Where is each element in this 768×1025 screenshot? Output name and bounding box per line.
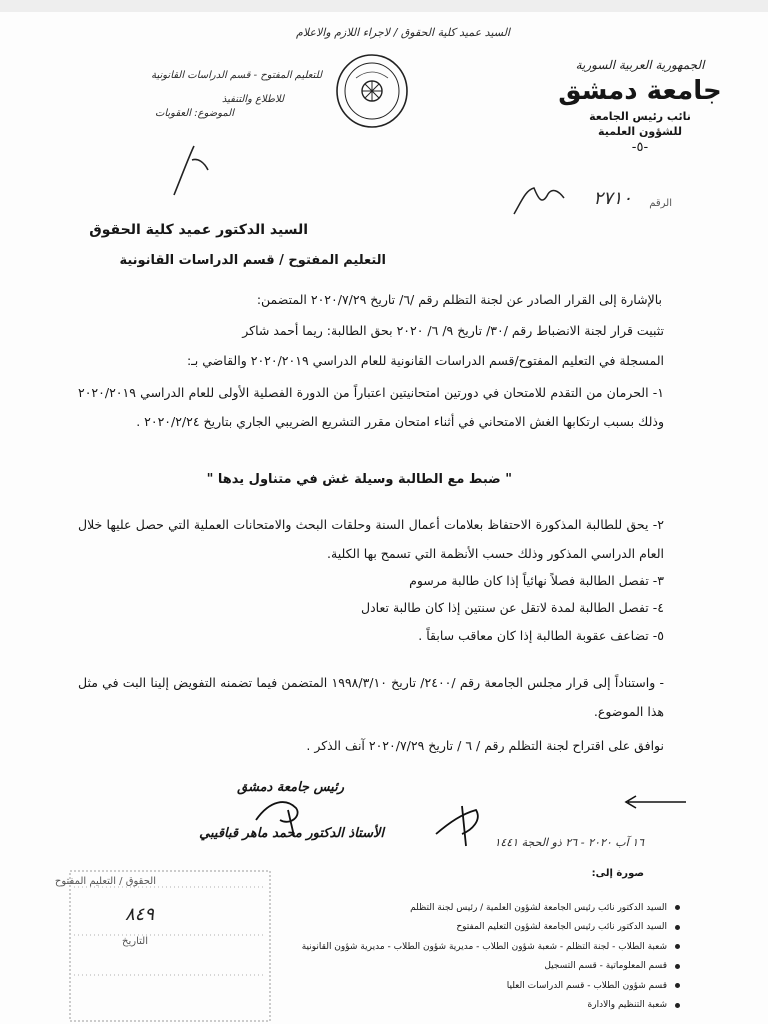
body-intro: بالإشارة إلى القرار الصادر عن لجنة التظلم رقم /٦/ تاريخ ٢٠٢٠/٧/٢٩ المتضمن: xyxy=(256,292,662,307)
copies-item-text: السيد الدكتور نائب رئيس الجامعة لشؤون العلمية / رئيس لجنة التظلم xyxy=(410,902,667,913)
addressee-line-2: التعليم المفتوح / قسم الدراسات القانونية xyxy=(119,253,386,268)
stamp-line-3: التاريخ xyxy=(122,936,148,947)
decision-item-5: ٥- تضاعف عقوبة الطالبة إذا كان معاقب سابقاً . xyxy=(418,628,664,643)
copies-item-text: قسم شؤون الطلاب - قسم الدراسات العليا xyxy=(506,980,667,991)
copies-list xyxy=(180,898,680,1015)
violation-quote: " ضبط مع الطالبة وسيلة غش في متناول يدها " xyxy=(206,472,512,487)
bullet-icon xyxy=(675,964,680,969)
handwritten-top-note: السيد عميد كلية الحقوق / لاجراء اللازم والاعلام xyxy=(296,26,510,39)
handwritten-note-3: الموضوع: العقوبات xyxy=(154,108,234,119)
ref-scribble xyxy=(508,180,568,220)
authority-paragraph: - واستناداً إلى قرار مجلس الجامعة رقم /٢٤٠٠/ تاريخ ١٩٩٨/٣/١٠ المتضمن فيما تضمنه التفويض إلينا البت في مثل هذا الموضوع. xyxy=(78,675,665,719)
approval-paragraph: نوافق على اقتراح لجنة التظلم رقم / ٦ / تاريخ ٢٠٢٠/٧/٢٩ آنف الذكر . xyxy=(306,738,664,753)
copies-item xyxy=(180,918,680,938)
copies-item-text: شعبة التنظيم والادارة xyxy=(587,1000,667,1011)
initials-scribble xyxy=(164,140,224,200)
bullet-icon xyxy=(675,905,680,910)
decision-item-1: ١- الحرمان من التقدم للامتحان في دورتين امتحانيتين اعتباراً من الدورة الفصلية الأولى للعام الدراسي ٢٠٢٠/٢٠١٩ وذلك بسبب ارتكابها الغش الامتحاني في أثناء امتحان مقرر التشريع الضريبي الجاري بتاريخ ٢٠٢٠/٢/٢٤ . xyxy=(78,385,664,429)
body-para-1: تثبيت قرار لجنة الانضباط رقم /٣٠/ تاريخ ٩/ ٦/ ٢٠٢٠ بحق الطالبة: ريما أحمد شاكر xyxy=(242,323,664,338)
ref-number-label: الرقم xyxy=(649,198,672,209)
handwritten-note-2: للاطلاع والتنفيذ xyxy=(221,94,284,105)
decision-item-3: ٣- تفصل الطالبة فصلاً نهائياً إذا كان طالبة مرسوم xyxy=(409,573,664,588)
copies-item-text: قسم المعلوماتية - قسم التسجيل xyxy=(544,961,667,972)
body-para-2: المسجلة في التعليم المفتوح/قسم الدراسات القانونية للعام الدراسي ٢٠٢٠/٢٠١٩ والقاضي بـ: xyxy=(186,353,664,368)
decision-item-4: ٤- تفصل الطالبة لمدة لاتقل عن سنتين إذا كان طالبة تعادل xyxy=(361,600,664,615)
copies-item-text: شعبة الطلاب - لجنة التظلم - شعبة شؤون الطلاب - مديرية شؤون الطلاب - مديرية شؤون القانونية xyxy=(301,941,667,952)
copies-item xyxy=(180,937,680,957)
bullet-icon xyxy=(675,983,680,988)
copies-item xyxy=(180,976,680,996)
right-signature xyxy=(432,800,502,850)
university-name: جامعة دمشق xyxy=(558,76,722,106)
header-dash: -٥- xyxy=(631,140,649,155)
addressee-line-1: السيد الدكتور عميد كلية الحقوق xyxy=(89,222,308,238)
republic-line: الجمهورية العربية السورية xyxy=(575,58,705,72)
decision-item-2: ٢- يحق للطالبة المذكورة الاحتفاظ بعلامات أعمال السنة وحلقات البحث والامتحانات العملية التي حصل عليها خلال العام الدراسي المذكور وذلك حسب الأنظمة التي تسمح بها الكلية. xyxy=(78,517,664,561)
signer-name: الأستاذ الدكتور محمد ماهر قباقيبي xyxy=(199,826,384,841)
copies-item xyxy=(180,957,680,977)
copies-item-text: السيد الدكتور نائب رئيس الجامعة لشؤون التعليم المفتوح xyxy=(456,922,667,933)
copies-title: صورة إلى: xyxy=(591,868,644,879)
ref-number-value: ٢٧١٠ xyxy=(593,188,632,209)
arrow-mark xyxy=(622,788,692,818)
handwritten-note-1: للتعليم المفتوح - قسم الدراسات القانونية xyxy=(151,70,322,81)
scan-border xyxy=(0,0,768,12)
university-letterhead xyxy=(540,58,740,155)
signer-title: رئيس جامعة دمشق xyxy=(237,780,344,795)
affairs-line: للشؤون العلمية xyxy=(598,125,682,138)
stamp-line-1: الحقوق / التعليم المفتوح xyxy=(54,876,156,887)
copies-item xyxy=(180,996,680,1016)
stamp-line-2: ٨٤٩ xyxy=(124,904,154,925)
copies-item xyxy=(180,898,680,918)
signature-date: ١٦ آب ٢٠٢٠ - ٢٦ ذو الحجة ١٤٤١ xyxy=(494,836,644,849)
official-seal xyxy=(334,52,410,130)
bullet-icon xyxy=(675,1003,680,1008)
deputy-line: نائب رئيس الجامعة xyxy=(589,110,691,123)
bullet-icon xyxy=(675,925,680,930)
bullet-icon xyxy=(675,944,680,949)
